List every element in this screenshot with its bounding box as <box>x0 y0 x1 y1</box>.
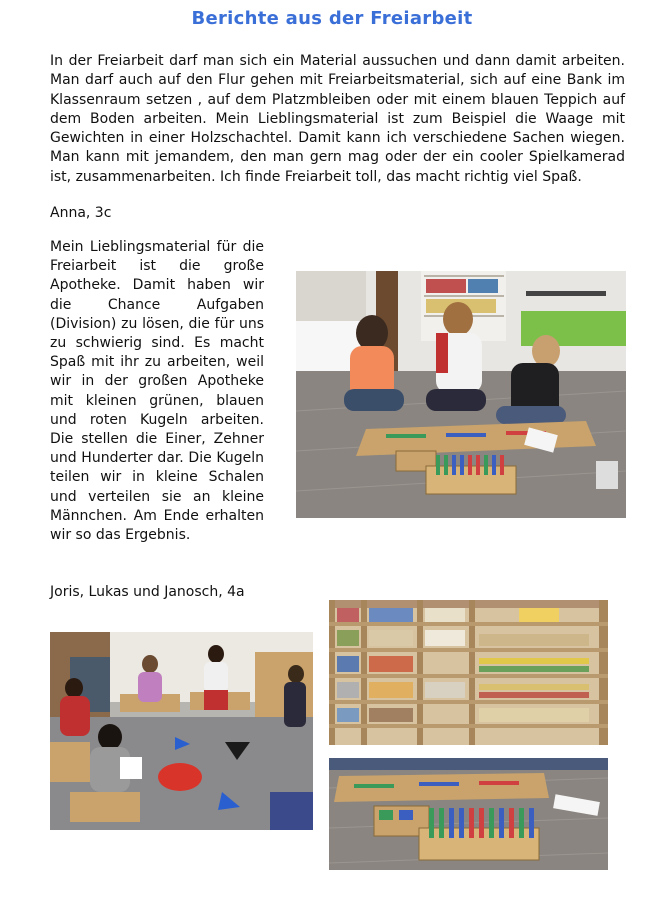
photo-apotheke-material <box>329 758 608 870</box>
report-anna-text: In der Freiarbeit darf man sich ein Material aussuchen und dann damit arbeiten. Man darf auch auf den Flur gehen mit Freiarbeitsmaterial, sich auf eine Bank im Klassenraum setzen , auf dem Platzmbleiben oder mit einem blauen Teppich auf dem Boden arbeiten. Mein Lieblingsmaterial ist zum Beispiel die Waage mit Gewichten in einer Holzschachtel. Damit kann ich verschiedene Sachen wiegen. Man kann mit jemandem, den man gern mag oder der ein cooler Spielkamerad ist, zusammenarbeiten. Ich finde Freiarbeit toll, das macht richtig viel Spaß. <box>50 53 625 185</box>
report-apotheke-text: Mein Lieblingsmaterial für die Freiarbeit ist die große Apotheke. Damit haben wir die Chance Aufgaben (Division) zu lösen, die für uns zu schwierig sind. Es macht Spaß mit ihr zu arbeiten, weil wir in der großen Apotheke mit kleinen grünen, blauen und roten Kugeln arbeiten. Die stellen die Einer, Zehner und Hunderter dar. Die Kugeln teilen wir in kleine Schalen und verteilen sie an kleine Männchen. Am Ende erhalten wir so das Ergebnis. <box>50 239 264 544</box>
photo-material-shelves <box>329 600 608 745</box>
page-title: Berichte aus der Freiarbeit <box>191 8 473 29</box>
report-anna-signature: Anna, 3c <box>50 205 112 221</box>
photo-children-apotheke <box>296 271 626 518</box>
report-apotheke-signature: Joris, Lukas und Janosch, 4a <box>50 584 245 600</box>
photo-children-circle <box>50 632 313 830</box>
